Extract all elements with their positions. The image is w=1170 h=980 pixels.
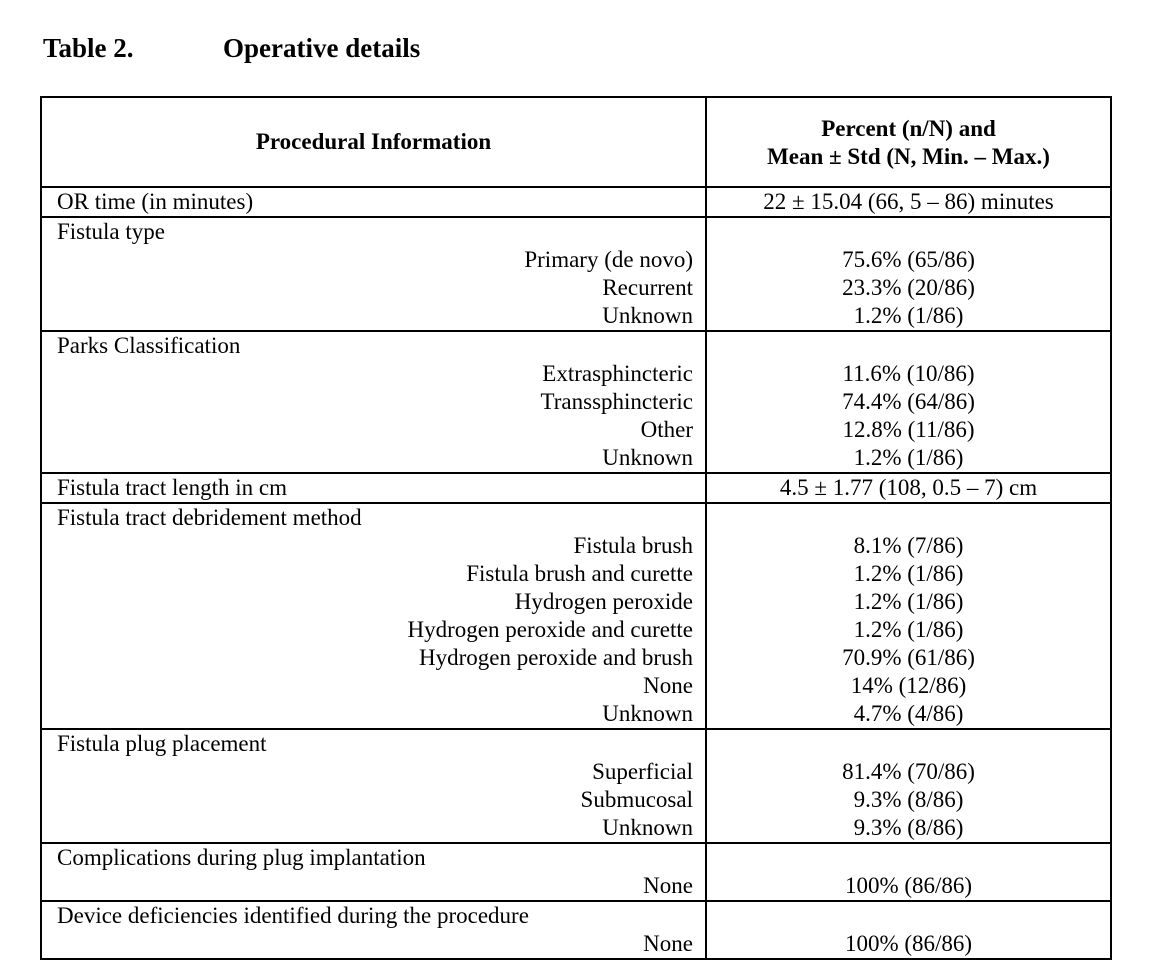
- sub-label: Hydrogen peroxide and brush: [418, 645, 693, 670]
- group-values: [706, 729, 1111, 843]
- row-value: 22 ± 15.04 (66, 5 – 86) minutes: [706, 187, 1111, 217]
- group-cell: [41, 217, 706, 331]
- group-values: [706, 503, 1111, 729]
- sub-value: 74.4% (64/86): [842, 389, 975, 414]
- group-cell: [41, 503, 706, 729]
- sub-value: 9.3% (8/86): [853, 815, 964, 840]
- table-row-parks-classification: [41, 331, 1111, 473]
- sub-value: 75.6% (65/86): [842, 247, 975, 272]
- sub-label: Transsphincteric: [540, 389, 693, 414]
- sub-label: Primary (de novo): [524, 247, 693, 272]
- sub-label: Unknown: [602, 815, 693, 840]
- sub-label: Hydrogen peroxide: [514, 589, 693, 614]
- row-label: OR time (in minutes): [41, 187, 706, 217]
- group-cell: [41, 331, 706, 473]
- sub-value: 1.2% (1/86): [853, 303, 964, 328]
- group-values: [706, 901, 1111, 959]
- sub-label: None: [643, 873, 693, 898]
- sub-label: Fistula brush and curette: [466, 561, 693, 586]
- header-line-1: Percent (n/N) and: [821, 116, 996, 141]
- sub-label: Unknown: [602, 445, 693, 470]
- group-cell: [41, 843, 706, 901]
- sub-value: 100% (86/86): [844, 873, 973, 898]
- table-row-device-deficiencies: [41, 901, 1111, 959]
- sub-value: 100% (86/86): [844, 931, 973, 956]
- sub-value: 8.1% (7/86): [853, 533, 964, 558]
- group-cell: [41, 901, 706, 959]
- sub-value: 1.2% (1/86): [853, 589, 964, 614]
- sub-label: Recurrent: [602, 275, 693, 300]
- sub-value: 1.2% (1/86): [853, 561, 964, 586]
- header-line-2: Mean ± Std (N, Min. – Max.): [767, 144, 1050, 169]
- group-values: [706, 331, 1111, 473]
- sub-value: 81.4% (70/86): [842, 759, 975, 784]
- group-title: Fistula plug placement: [57, 731, 267, 756]
- group-title: Complications during plug implantation: [57, 845, 426, 870]
- sub-value: 1.2% (1/86): [853, 445, 964, 470]
- table-row-or-time: [41, 187, 1111, 217]
- table-row-fistula-type: [41, 217, 1111, 331]
- header-row: [41, 97, 1111, 187]
- table-number: Table 2.: [43, 33, 134, 63]
- sub-value: 11.6% (10/86): [842, 361, 975, 386]
- sub-value: 23.3% (20/86): [842, 275, 975, 300]
- sub-value: 9.3% (8/86): [853, 787, 964, 812]
- group-title: Device deficiencies identified during the procedure: [57, 903, 529, 928]
- sub-label: Superficial: [592, 759, 693, 784]
- header-procedural-information: Procedural Information: [41, 97, 706, 187]
- table-row-tract-length: [41, 473, 1111, 503]
- sub-value: 12.8% (11/86): [842, 417, 975, 442]
- group-title: Fistula tract debridement method: [57, 505, 362, 530]
- header-percent-mean: [706, 97, 1111, 187]
- table-row-plug-placement: [41, 729, 1111, 843]
- row-value: 4.5 ± 1.77 (108, 0.5 – 7) cm: [706, 473, 1111, 503]
- table-caption: [43, 30, 420, 66]
- table-row-complications: [41, 843, 1111, 901]
- table-title: Operative details: [223, 33, 421, 63]
- sub-label: Unknown: [602, 303, 693, 328]
- table-row-debridement-method: [41, 503, 1111, 729]
- sub-value: 1.2% (1/86): [853, 617, 964, 642]
- sub-value: 70.9% (61/86): [842, 645, 975, 670]
- sub-label: Extrasphincteric: [542, 361, 693, 386]
- sub-label: Submucosal: [580, 787, 693, 812]
- sub-label: Hydrogen peroxide and curette: [407, 617, 693, 642]
- sub-label: None: [643, 673, 693, 698]
- group-title: Fistula type: [57, 219, 165, 244]
- operative-details-table: [40, 96, 1112, 960]
- sub-label: Fistula brush: [573, 533, 693, 558]
- row-label: Fistula tract length in cm: [41, 473, 706, 503]
- sub-value: 14% (12/86): [850, 673, 967, 698]
- sub-label: Other: [640, 417, 693, 442]
- sub-label: Unknown: [602, 701, 693, 726]
- group-title: Parks Classification: [57, 333, 241, 358]
- sub-label: None: [643, 931, 693, 956]
- group-values: [706, 217, 1111, 331]
- group-values: [706, 843, 1111, 901]
- sub-value: 4.7% (4/86): [853, 701, 964, 726]
- group-cell: [41, 729, 706, 843]
